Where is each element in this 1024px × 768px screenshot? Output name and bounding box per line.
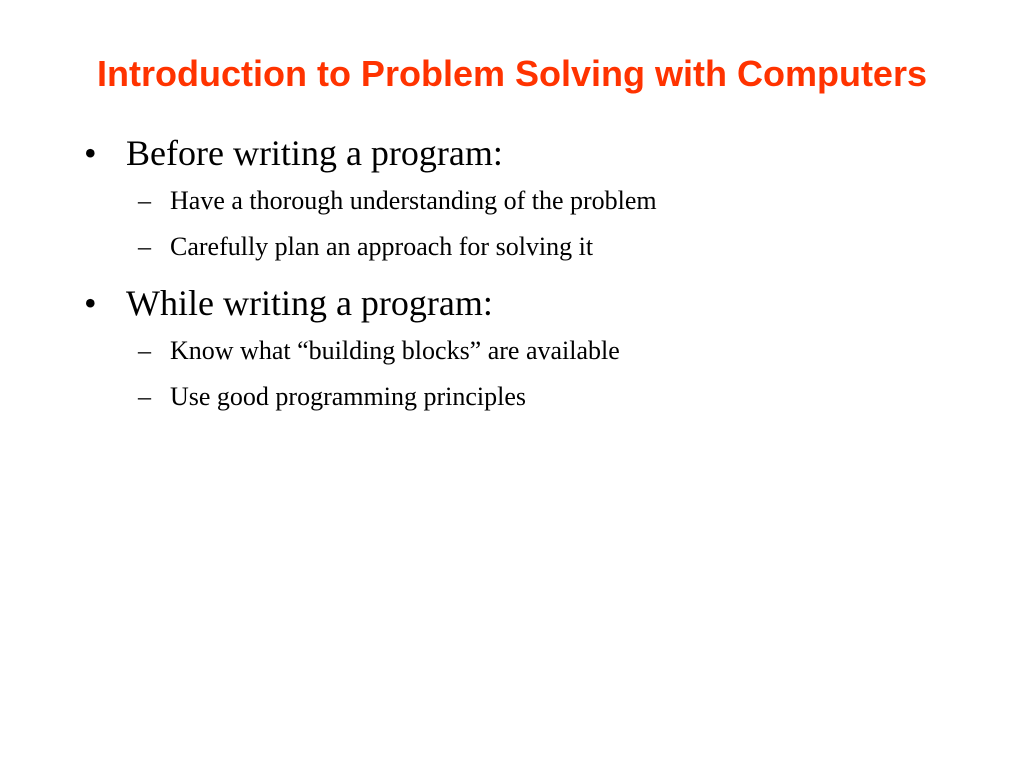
bullet-icon: •	[84, 283, 97, 323]
sub-item	[84, 328, 984, 374]
dash-icon: –	[138, 336, 151, 365]
bullet-row	[84, 280, 984, 326]
sub-item	[84, 374, 984, 420]
bullet-text: Before writing a program:	[126, 133, 503, 173]
sub-item-text: Know what “building blocks” are available	[170, 336, 620, 365]
bullet-list	[84, 130, 984, 420]
bullet-item	[84, 280, 984, 420]
bullet-row	[84, 130, 984, 176]
sub-list	[84, 326, 984, 420]
sub-item-text: Carefully plan an approach for solving it	[170, 232, 594, 261]
sub-item	[84, 178, 984, 224]
dash-icon: –	[138, 232, 151, 261]
sub-item-text: Have a thorough understanding of the problem	[170, 186, 657, 215]
bullet-item	[84, 130, 984, 270]
sub-item	[84, 224, 984, 270]
sub-item-text: Use good programming principles	[170, 382, 526, 411]
dash-icon: –	[138, 186, 151, 215]
dash-icon: –	[138, 382, 151, 411]
slide-title: Introduction to Problem Solving with Computers	[97, 53, 927, 94]
bullet-icon: •	[84, 133, 97, 173]
bullet-text: While writing a program:	[126, 283, 493, 323]
sub-list	[84, 176, 984, 270]
